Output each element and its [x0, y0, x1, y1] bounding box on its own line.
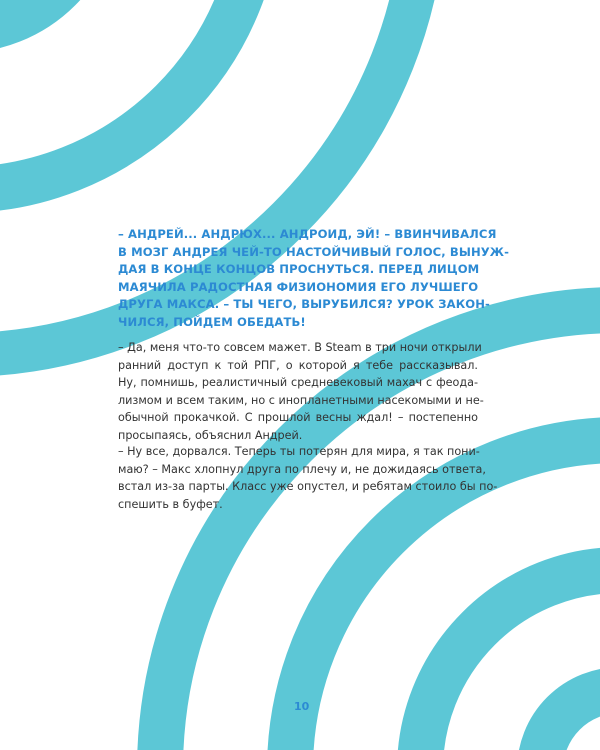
paragraph-line: встал из-за парты. Класс уже опустел, и ребятам стоило бы по-	[118, 480, 498, 493]
paragraph-1	[118, 339, 484, 444]
lead-line: – АНДРЕЙ... АНДРЮХ... АНДРОИД, ЭЙ! – ВВИНЧИВАЛСЯ	[118, 227, 497, 241]
lead-line: ЧИЛСЯ, ПОЙДЕМ ОБЕДАТЬ!	[118, 314, 306, 329]
paragraph-line: маю? – Макс хлопнул друга по плечу и, не дожидаясь ответа,	[118, 462, 486, 476]
paragraph-line: – Ну все, дорвался. Теперь ты потерян для мира, я так пони-	[118, 445, 480, 458]
text-block	[118, 226, 509, 511]
paragraph-line: просыпаясь, объяснил Андрей.	[118, 428, 303, 442]
lead-line: ДРУГА МАКСА. – ТЫ ЧЕГО, ВЫРУБИЛСЯ? УРОК ЗАКОН-	[118, 297, 490, 312]
lead-line: ДАЯ В КОНЦЕ КОНЦОВ ПРОСНУТЬСЯ. ПЕРЕД ЛИЦОМ	[118, 262, 480, 277]
paragraph-line: обычной прокачкой. С прошлой весны ждал! – постепенно	[118, 411, 478, 424]
arc-top-inner	[0, 0, 100, 30]
arc-bottom-1	[540, 690, 600, 750]
lead-paragraph	[118, 226, 509, 332]
lead-line: В МОЗГ АНДРЕЯ ЧЕЙ-ТО НАСТОЙЧИВЫЙ ГОЛОС, ВЫНУЖ-	[118, 244, 509, 259]
paragraph-line: лизмом и всем таким, но с инопланетными насекомыми и не-	[118, 393, 484, 407]
lead-line: МАЯЧИЛА РАДОСТНАЯ ФИЗИОНОМИЯ ЕГО ЛУЧШЕГО	[118, 279, 479, 294]
paragraph-line: – Да, меня что-то совсем мажет. В Steam в три ночи открыли	[118, 341, 482, 354]
paragraph-2	[118, 443, 498, 513]
paragraph-line: ранний доступ к той РПГ, о которой я тебе рассказывал.	[118, 358, 478, 372]
page-number: 10	[294, 700, 310, 713]
paragraph-line: Ну, помнишь, реалистичный средневековый махач с феода-	[118, 376, 478, 389]
paragraph-line: спешить в буфет.	[118, 497, 223, 511]
